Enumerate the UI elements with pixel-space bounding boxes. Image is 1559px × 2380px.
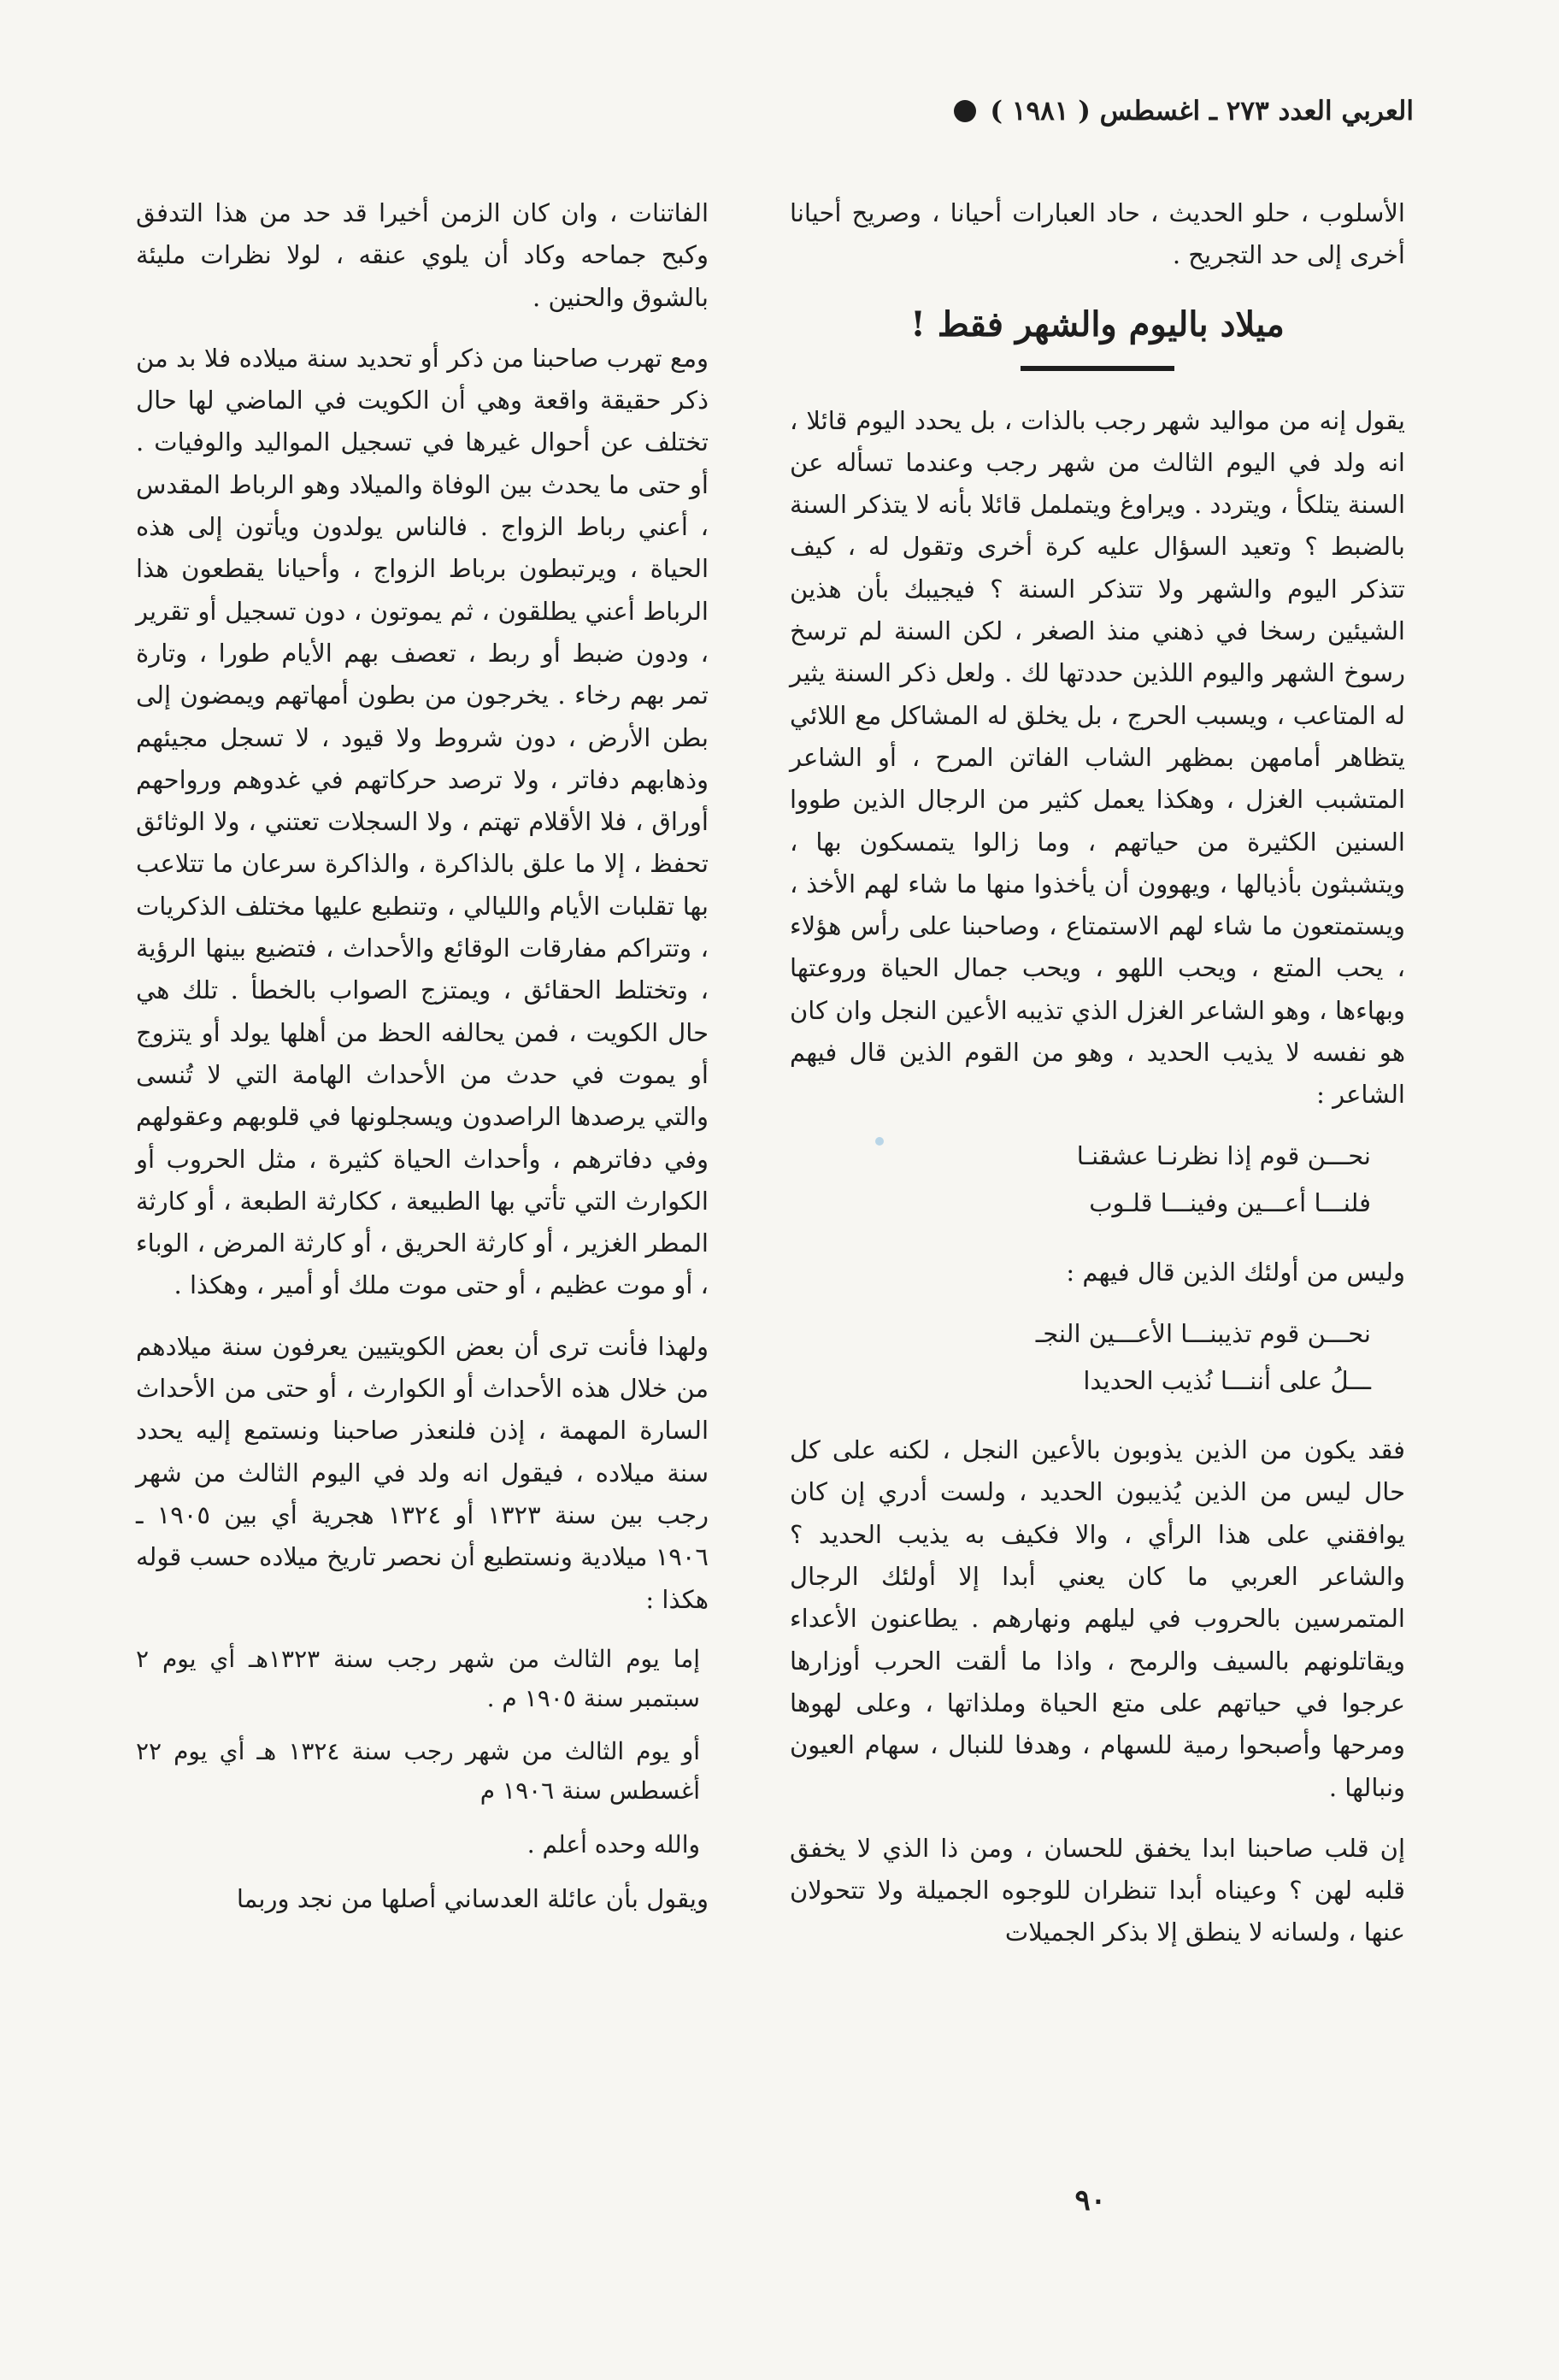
page-header	[954, 96, 1414, 127]
verse-line: نحـــن قوم إذا نظرنـا عشقنـا	[1076, 1140, 1371, 1170]
section-heading: ميلاد باليوم والشهر فقط !	[910, 303, 1285, 345]
date-note: والله وحده أعلم .	[527, 1829, 700, 1859]
header-title: العربي العدد ٢٧٣ ـ اغسطس ( ١٩٨١ )	[990, 96, 1414, 127]
paragraph: ويقول بأن عائلة العدساني أصلها من نجد وربما	[236, 1883, 709, 1913]
verse-line: ـــلُ على أننـــا نُذيب الحديدا	[1083, 1365, 1371, 1395]
verse-line: نحـــن قوم تذيبنـــا الأعـــين النجـ	[1035, 1318, 1371, 1348]
left-column	[136, 192, 709, 1939]
intro-paragraph: الأسلوب ، حلو الحديث ، حاد العبارات أحيانا ، وصريح أحيانا أخرى إلى حد التجريح .	[790, 198, 1405, 270]
paragraph: فقد يكون من الذين يذوبون بالأعين النجل ، لكنه على كل حال ليس من الذين يُذيبون الحديد ، ولست أدري إن كان يوافقني على هذا الرأي ، والا فكيف به يذيب الحديد ؟ والشاعر العربي ما كان يعني أبدا إلا أولئك الرجال المتمرسين بالحروب في ليلهم ونهارهم . يطاعنون الأعداء ويقاتلونهم بالسيف والرمح ، واذا ما ألقت الحرب أوزارها عرجوا في حياتهم على متع الحياة وملذاتها ، وعلى لهوها ومرحها وأصبحوا رمية للسهام ، وهدفا للنبال ، سهام العيون ونبالها .	[790, 1435, 1405, 1802]
bullet-icon	[954, 100, 976, 122]
paragraph: يقول إنه من مواليد شهر رجب بالذات ، بل يحدد اليوم قائلا ، انه ولد في اليوم الثالث من شهر رجب وعندما تسأله عن السنة يتلكأ ، ويتردد . ويراوغ ويتململ قائلا بأنه لا يتذكر السنة بالضبط ؟ وتعيد السؤال عليه كرة أخرى وتقول له ، كيف تتذكر اليوم والشهر ولا تتذكر السنة ؟ فيجيبك بأن هذين الشيئين رسخا في ذهني منذ الصغر ، لكن السنة لم ترسخ رسوخ الشهر واليوم اللذين حددتها لك . ولعل ذكر السنة يثير له المتاعب ، ويسبب الحرج ، بل يخلق له المشاكل مع اللائي يتظاهر أمامهن بمظهر الشاب الفاتن المرح ، أو الشاعر المتشبب الغزل ، وهكذا يعمل كثير من الرجال الذين طووا السنين الكثيرة من حياتهم ، وما زالوا يتمسكون بها ، ويتشبثون بأذيالها ، ويهوون أن يأخذوا منها ما شاء لهم الأخذ ، ويستمتعون ما شاء لهم الاستمتاع ، وصاحبنا على رأس هؤلاء ، يحب المتع ، ويحب اللهو ، ويحب جمال الحياة وروعتها وبهاءها ، وهو الشاعر الغزل الذي تذيبه الأعين النجل وان كان هو نفسه لا يذيب الحديد ، وهو من القوم الذين قال فيهم الشاعر :	[790, 405, 1405, 1110]
date-option: إما يوم الثالث من شهر رجب سنة ١٣٢٣هـ أي يوم ٢ سبتمبر سنة ١٩٠٥ م .	[136, 1644, 700, 1712]
page-number: ٩٠	[1074, 2183, 1106, 2218]
paragraph: ومع تهرب صاحبنا من ذكر أو تحديد سنة ميلاده فلا بد من ذكر حقيقة واقعة وهي أن الكويت في الماضي لها حال تختلف عن أحوال غيرها في تسجيل المواليد والوفيات . أو حتى ما يحدث بين الوفاة والميلاد وهو الرباط المقدس ، أعني رباط الزواج . فالناس يولدون ويأتون إلى هذه الحياة ، ويرتبطون برباط الزواج ، وأحيانا يقطعون هذا الرباط أعني يطلقون ، ثم يموتون ، دون تسجيل أو تقرير ، ودون ضبط أو ربط ، تعصف بهم الأيام طورا ، وتارة تمر بهم رخاء . يخرجون من بطون أمهاتهم ويمضون إلى بطن الأرض ، دون شروط ولا قيود ، لا تسجل مجيئهم وذهابهم دفاتر ، ولا ترصد حركاتهم في غدوهم ورواحهم أوراق ، فلا الأقلام تهتم ، ولا السجلات تعتني ، ولا الوثائق تحفظ ، إلا ما علق بالذاكرة ، والذاكرة سرعان ما تتلاعب بها تقلبات الأيام والليالي ، وتنطبع عليها مختلف الذكريات ، وتتراكم مفارقات الوقائع والأحداث ، فتضيع بينها الرؤية ، وتختلط الحقائق ، ويمتزج الصواب بالخطأ . تلك هي حال الكويت ، فمن يحالفه الحظ من أهلها يولد أو يتزوج أو يموت في حدث من الأحداث الهامة التي لا تُنسى والتي يرصدها الراصدون ويسجلونها في قلوبهم وعقولهم وفي دفاترهم ، وأحداث الحياة كثيرة ، مثل الحروب أو الكوارث التي تأتي بها الطبيعة ، ككارثة الطبعة ، أو كارثة المطر الغزير ، أو كارثة الحريق ، أو كارثة المرض ، الوباء ، أو موت عظيم ، أو حتى موت ملك أو أمير ، وهكذا .	[136, 343, 709, 1300]
date-option: أو يوم الثالث من شهر رجب سنة ١٣٢٤ هـ أي يوم ٢٢ أغسطس سنة ١٩٠٦ م	[136, 1737, 701, 1806]
paragraph: ولهذا فأنت ترى أن بعض الكويتيين يعرفون سنة ميلادهم من خلال هذه الأحداث أو الكوارث ، أو حتى من الأحداث السارة المهمة ، إذن فلنعذر صاحبنا ونستمع إليه يحدد سنة ميلاده ، فيقول انه ولد في اليوم الثالث من شهر رجب بين سنة ١٣٢٣ أو ١٣٢٤ هجرية أي بين ١٩٠٥ ـ ١٩٠٦ ميلادية ونستطيع أن نحصر تاريخ ميلاده حسب قوله هكذا :	[136, 1331, 709, 1614]
ink-spot	[875, 1137, 884, 1146]
verse-block	[824, 1313, 1371, 1403]
heading-divider	[1021, 366, 1174, 371]
paragraph: وليس من أولئك الذين قال فيهم :	[1066, 1258, 1405, 1287]
paragraph: إن قلب صاحبنا ابدا يخفق للحسان ، ومن ذا الذي لا يخفق قلبه لهن ؟ وعيناه أبدا تنظران للوجوه الجميلة ولا تتحولان عنها ، ولسانه لا ينطق إلا بذكر الجميلات	[790, 1833, 1405, 1947]
verse-line: فلنـــا أعـــين وفينـــا قلـوب	[1089, 1187, 1371, 1217]
paragraph: الفاتنات ، وان كان الزمن أخيرا قد حد من هذا التدفق وكبح جماحه وكاد أن يلوي عنقه ، لولا نظرات مليئة بالشوق والحنين .	[136, 198, 709, 312]
right-column	[790, 192, 1405, 1973]
verse-block	[824, 1135, 1371, 1225]
